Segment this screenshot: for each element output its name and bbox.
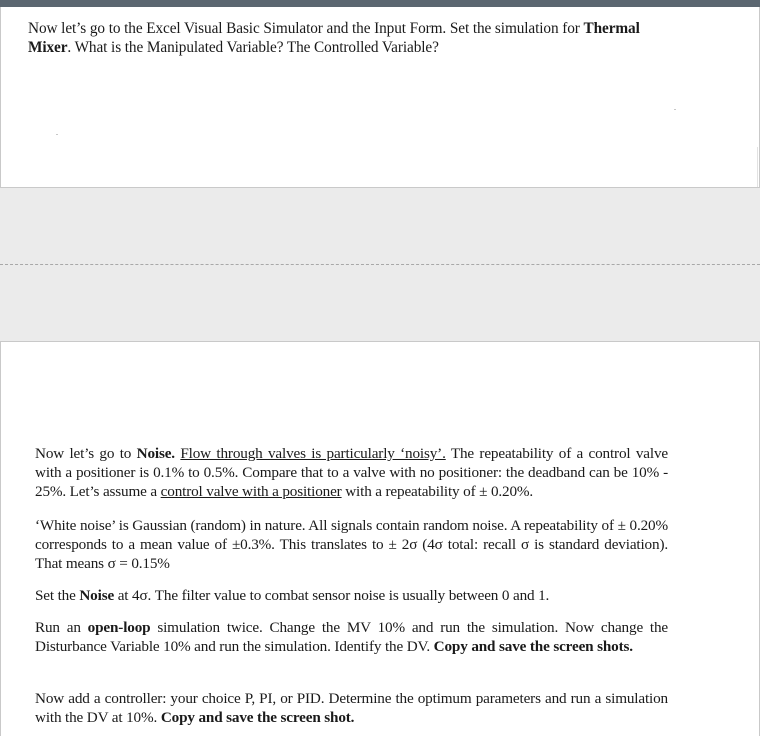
page-edge-shadow	[757, 147, 758, 187]
noise-paragraph: Now let’s go to Noise. Flow through valves is particularly ‘noisy’. The repeatability of a control valve with a positioner is 0.1% to 0.5%. Compare that to a valve with no positioner: the deadband can be 10% - 25%. Let’s assume a control valve with a positioner with a repeatability of ± 0.20%.	[35, 445, 668, 500]
window-top-bar	[0, 0, 760, 7]
question-paragraph: Now let’s go to the Excel Visual Basic Simulator and the Input Form. Set the simulation for Thermal Mixer. What is the Manipulated Variable? The Controlled Variable?	[28, 20, 640, 56]
document-page-1	[0, 7, 760, 188]
scan-speck	[674, 109, 676, 110]
open-loop-paragraph: Run an open-loop simulation twice. Change the MV 10% and run the simulation. Now change the Disturbance Variable 10% and run the simulation. Identify the DV. Copy and save the screen shots.	[35, 619, 669, 655]
page-break-line	[0, 264, 760, 265]
controller-paragraph: Now add a controller: your choice P, PI, or PID. Determine the optimum parameters and run a simulation with the DV at 10%. Copy and save the screen shot.	[35, 690, 668, 726]
document-page-2	[0, 341, 760, 736]
set-noise-paragraph: Set the Noise at 4σ. The filter value to combat sensor noise is usually between 0 and 1.	[35, 587, 550, 604]
white-noise-paragraph: ‘White noise’ is Gaussian (random) in nature. All signals contain random noise. A repeatability of ± 0.20% corresponds to a mean value of ±0.3%. This translates to ± 2σ (4σ total: recall σ is standard deviation). That means σ = 0.15%	[35, 517, 668, 572]
scan-speck	[56, 134, 58, 135]
